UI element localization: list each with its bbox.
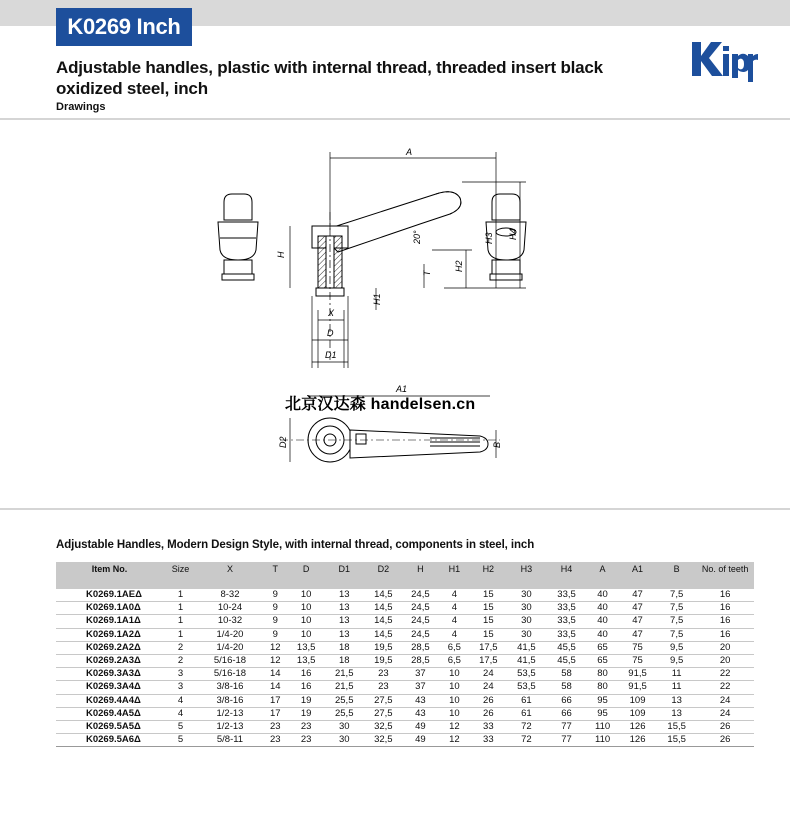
table-cell: 22 (696, 681, 754, 694)
table-cell: 1 (163, 615, 198, 628)
item-number-cell: K0269.4A4Δ (56, 694, 163, 707)
table-cell: 13 (324, 602, 365, 615)
table-cell: 37 (402, 681, 439, 694)
table-cell: 53,5 (507, 668, 546, 681)
dim-label-d1: D1 (325, 350, 337, 360)
table-cell: 1/4-20 (198, 641, 262, 654)
item-number-cell: K0269.4A5Δ (56, 707, 163, 720)
table-cell: 14 (262, 668, 289, 681)
table-cell: 17 (262, 707, 289, 720)
table-cell: 13 (324, 628, 365, 641)
table-cell: 27,5 (365, 694, 402, 707)
table-cell: 72 (507, 734, 546, 747)
table-cell: 20 (696, 641, 754, 654)
table-cell: 4 (163, 707, 198, 720)
table-cell: 7,5 (657, 615, 696, 628)
table-row (56, 668, 754, 681)
col-header: D1 (324, 562, 365, 589)
table-cell: 41,5 (507, 641, 546, 654)
item-number-cell: K0269.1AEΔ (56, 589, 163, 602)
dim-label-h2: H2 (454, 260, 464, 272)
col-header: H3 (507, 562, 546, 589)
table-cell: 19 (289, 707, 324, 720)
table-cell: 5/8-11 (198, 734, 262, 747)
table-cell: 24,5 (402, 615, 439, 628)
table-cell: 13,5 (289, 655, 324, 668)
table-cell: 25,5 (324, 707, 365, 720)
table-cell: 24 (696, 694, 754, 707)
table-cell: 77 (546, 734, 587, 747)
table-cell: 17,5 (470, 655, 507, 668)
table-cell: 53,5 (507, 681, 546, 694)
table-cell: 23 (262, 721, 289, 734)
table-cell: 7,5 (657, 628, 696, 641)
table-title: Adjustable Handles, Modern Design Style, with internal thread, components in steel, inch (56, 539, 535, 551)
table-cell: 6,5 (439, 641, 470, 654)
item-number-cell: K0269.1A0Δ (56, 602, 163, 615)
table-cell: 80 (587, 681, 618, 694)
table-cell: 4 (439, 628, 470, 641)
table-cell: 8-32 (198, 589, 262, 602)
table-cell: 47 (618, 602, 657, 615)
table-cell: 1 (163, 589, 198, 602)
table-cell: 10 (289, 602, 324, 615)
table-cell: 12 (439, 721, 470, 734)
table-row (56, 628, 754, 641)
table-cell: 21,5 (324, 681, 365, 694)
table-cell: 30 (507, 615, 546, 628)
dim-label-t: T (422, 270, 432, 276)
angle-label: 20° (412, 230, 422, 244)
table-cell: 32,5 (365, 734, 402, 747)
table-cell: 23 (262, 734, 289, 747)
table-cell: 2 (163, 655, 198, 668)
table-cell: 15 (470, 602, 507, 615)
col-header: Size (163, 562, 198, 589)
table-cell: 45,5 (546, 641, 587, 654)
table-cell: 30 (324, 721, 365, 734)
table-cell: 12 (262, 641, 289, 654)
table-cell: 7,5 (657, 589, 696, 602)
table-cell: 26 (470, 707, 507, 720)
table-cell: 28,5 (402, 641, 439, 654)
table-row (56, 694, 754, 707)
table-cell: 19,5 (365, 641, 402, 654)
dim-label-d2: D2 (278, 436, 288, 448)
col-header: Item No. (56, 562, 163, 589)
table-cell: 22 (696, 668, 754, 681)
technical-drawing (200, 140, 560, 480)
table-cell: 40 (587, 589, 618, 602)
table-cell: 13 (657, 707, 696, 720)
table-cell: 40 (587, 628, 618, 641)
table-cell: 30 (507, 628, 546, 641)
table-cell: 16 (289, 668, 324, 681)
table-cell: 40 (587, 602, 618, 615)
table-cell: 43 (402, 707, 439, 720)
table-row (56, 602, 754, 615)
table-cell: 20 (696, 655, 754, 668)
table-cell: 43 (402, 694, 439, 707)
table-cell: 58 (546, 681, 587, 694)
table-cell: 25,5 (324, 694, 365, 707)
table-cell: 75 (618, 655, 657, 668)
dim-label-b: B (492, 441, 502, 448)
col-header: X (198, 562, 262, 589)
table-cell: 47 (618, 615, 657, 628)
table-cell: 10 (289, 628, 324, 641)
table-cell: 19,5 (365, 655, 402, 668)
table-row (56, 681, 754, 694)
table-cell: 1/2-13 (198, 721, 262, 734)
item-number-cell: K0269.1A1Δ (56, 615, 163, 628)
table-cell: 91,5 (618, 681, 657, 694)
table-cell: 1/2-13 (198, 707, 262, 720)
table-row (56, 734, 754, 747)
table-cell: 126 (618, 721, 657, 734)
table-cell: 30 (507, 589, 546, 602)
table-row (56, 589, 754, 602)
table-cell: 13 (657, 694, 696, 707)
table-cell: 4 (439, 602, 470, 615)
table-cell: 80 (587, 668, 618, 681)
table-cell: 13 (324, 615, 365, 628)
table-cell: 91,5 (618, 668, 657, 681)
table-cell: 23 (289, 734, 324, 747)
table-cell: 49 (402, 734, 439, 747)
table-cell: 28,5 (402, 655, 439, 668)
table-header-row (56, 562, 754, 589)
table-cell: 15 (470, 615, 507, 628)
table-cell: 26 (696, 734, 754, 747)
dim-label-x: X (328, 308, 335, 318)
col-header: A (587, 562, 618, 589)
table-cell: 9,5 (657, 641, 696, 654)
table-cell: 9 (262, 602, 289, 615)
table-cell: 109 (618, 694, 657, 707)
table-row (56, 615, 754, 628)
dim-label-a: A (406, 147, 413, 157)
table-cell: 23 (365, 681, 402, 694)
table-cell: 14,5 (365, 589, 402, 602)
table-cell: 10-32 (198, 615, 262, 628)
table-cell: 10 (439, 707, 470, 720)
table-cell: 17 (262, 694, 289, 707)
table-cell: 15,5 (657, 734, 696, 747)
table-cell: 77 (546, 721, 587, 734)
dim-label-h1: H1 (372, 293, 382, 305)
col-header: H1 (439, 562, 470, 589)
table-cell: 41,5 (507, 655, 546, 668)
col-header: D (289, 562, 324, 589)
col-header: B (657, 562, 696, 589)
table-cell: 110 (587, 721, 618, 734)
table-row (56, 721, 754, 734)
table-cell: 3/8-16 (198, 694, 262, 707)
col-header: No. of teeth (696, 562, 754, 589)
table-cell: 10-24 (198, 602, 262, 615)
col-header: D2 (365, 562, 402, 589)
table-cell: 12 (262, 655, 289, 668)
table-cell: 27,5 (365, 707, 402, 720)
item-number-cell: K0269.2A2Δ (56, 641, 163, 654)
table-cell: 10 (439, 681, 470, 694)
table-cell: 3 (163, 668, 198, 681)
table-cell: 75 (618, 641, 657, 654)
table-cell: 110 (587, 734, 618, 747)
item-number-cell: K0269.3A3Δ (56, 668, 163, 681)
table-cell: 15 (470, 589, 507, 602)
table-cell: 1 (163, 602, 198, 615)
table-cell: 9 (262, 628, 289, 641)
table-cell: 11 (657, 681, 696, 694)
table-cell: 14,5 (365, 615, 402, 628)
table-cell: 10 (439, 668, 470, 681)
table-cell: 10 (289, 615, 324, 628)
page-title: Adjustable handles, plastic with internal thread, threaded insert black oxidized steel, inch (56, 58, 603, 98)
table-cell: 24 (470, 681, 507, 694)
table-cell: 24 (470, 668, 507, 681)
table-cell: 109 (618, 707, 657, 720)
table-cell: 72 (507, 721, 546, 734)
table-cell: 9 (262, 615, 289, 628)
col-header: H2 (470, 562, 507, 589)
table-cell: 30 (507, 602, 546, 615)
table-cell: 47 (618, 589, 657, 602)
drawing-divider (0, 508, 790, 510)
table-cell: 9 (262, 589, 289, 602)
table-cell: 95 (587, 694, 618, 707)
product-code-badge: K0269 Inch (56, 8, 192, 46)
table-cell: 16 (289, 681, 324, 694)
table-cell: 2 (163, 641, 198, 654)
table-cell: 11 (657, 668, 696, 681)
table-cell: 30 (324, 734, 365, 747)
table-cell: 33,5 (546, 602, 587, 615)
side-view-left (218, 194, 258, 280)
table-cell: 23 (289, 721, 324, 734)
table-cell: 32,5 (365, 721, 402, 734)
table-cell: 13 (324, 589, 365, 602)
watermark-text: 北京汉达森 handelsen.cn (285, 396, 476, 413)
table-cell: 21,5 (324, 668, 365, 681)
table-cell: 37 (402, 668, 439, 681)
table-cell: 33 (470, 734, 507, 747)
table-cell: 5 (163, 721, 198, 734)
dim-label-a1: A1 (396, 384, 408, 394)
table-cell: 6,5 (439, 655, 470, 668)
table-cell: 12 (439, 734, 470, 747)
table-cell: 14,5 (365, 602, 402, 615)
col-header: A1 (618, 562, 657, 589)
table-row (56, 707, 754, 720)
table-cell: 5 (163, 734, 198, 747)
item-number-cell: K0269.1A2Δ (56, 628, 163, 641)
table-cell: 7,5 (657, 602, 696, 615)
table-cell: 16 (696, 615, 754, 628)
table-cell: 61 (507, 694, 546, 707)
table-cell: 24 (696, 707, 754, 720)
section-subtitle: Drawings (56, 101, 106, 113)
col-header: H (402, 562, 439, 589)
table-cell: 33,5 (546, 615, 587, 628)
table-row (56, 641, 754, 654)
table-cell: 24,5 (402, 602, 439, 615)
table-cell: 3/8-16 (198, 681, 262, 694)
table-cell: 10 (289, 589, 324, 602)
table-cell: 33,5 (546, 589, 587, 602)
table-cell: 23 (365, 668, 402, 681)
table-cell: 4 (439, 589, 470, 602)
dim-label-d: D (327, 328, 334, 338)
table-cell: 18 (324, 641, 365, 654)
table-cell: 5/16-18 (198, 668, 262, 681)
dim-label-h: H (276, 251, 286, 258)
table-cell: 4 (439, 615, 470, 628)
table-cell: 1 (163, 628, 198, 641)
table-cell: 47 (618, 628, 657, 641)
table-cell: 18 (324, 655, 365, 668)
item-number-cell: K0269.5A6Δ (56, 734, 163, 747)
table-cell: 26 (470, 694, 507, 707)
kipp-logo (688, 38, 760, 82)
table-cell: 5/16-18 (198, 655, 262, 668)
table-cell: 61 (507, 707, 546, 720)
table-cell: 14 (262, 681, 289, 694)
table-cell: 24,5 (402, 589, 439, 602)
table-cell: 58 (546, 668, 587, 681)
table-cell: 1/4-20 (198, 628, 262, 641)
item-number-cell: K0269.5A5Δ (56, 721, 163, 734)
dim-label-h4: H4 (508, 228, 518, 240)
table-cell: 19 (289, 694, 324, 707)
table-cell: 26 (696, 721, 754, 734)
dim-label-h3: H3 (484, 232, 494, 244)
table-cell: 65 (587, 641, 618, 654)
item-number-cell: K0269.3A4Δ (56, 681, 163, 694)
table-cell: 3 (163, 681, 198, 694)
table-cell: 66 (546, 707, 587, 720)
table-cell: 13,5 (289, 641, 324, 654)
table-cell: 16 (696, 602, 754, 615)
item-number-cell: K0269.2A3Δ (56, 655, 163, 668)
table-cell: 16 (696, 628, 754, 641)
table-cell: 17,5 (470, 641, 507, 654)
specification-table (56, 562, 754, 747)
table-cell: 40 (587, 615, 618, 628)
table-cell: 15,5 (657, 721, 696, 734)
table-cell: 95 (587, 707, 618, 720)
table-cell: 66 (546, 694, 587, 707)
table-cell: 45,5 (546, 655, 587, 668)
table-cell: 10 (439, 694, 470, 707)
table-cell: 49 (402, 721, 439, 734)
table-row (56, 655, 754, 668)
table-cell: 126 (618, 734, 657, 747)
table-cell: 15 (470, 628, 507, 641)
col-header: H4 (546, 562, 587, 589)
table-cell: 4 (163, 694, 198, 707)
table-cell: 33,5 (546, 628, 587, 641)
col-header: T (262, 562, 289, 589)
table-cell: 16 (696, 589, 754, 602)
front-view-handle (312, 192, 461, 360)
table-cell: 14,5 (365, 628, 402, 641)
table-cell: 65 (587, 655, 618, 668)
table-cell: 33 (470, 721, 507, 734)
table-cell: 9,5 (657, 655, 696, 668)
header-divider (0, 118, 790, 120)
table-cell: 24,5 (402, 628, 439, 641)
